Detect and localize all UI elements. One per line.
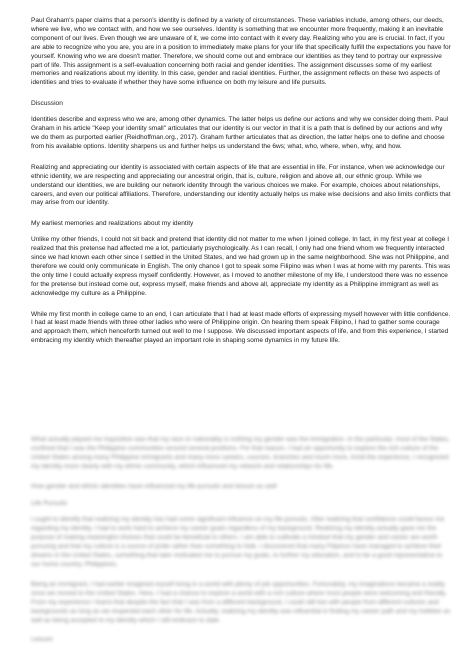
blurred-heading: Life Pursuits <box>31 499 68 507</box>
section-heading-memories: My earliest memories and realizations about my identity <box>31 220 194 228</box>
discussion-paragraph: Identities describe and express who we are, among other dynamics. The latter helps us define our actions and why we consider doing them. Paul Graham in his article "Keep your identity small" articulates that our identity is our vector in that it is a path that is defined by our actions and why we do them as purported earlier (Reidhoffman.org., 2017). Graham further articulates that as direction, the latter helps one to define and choose from his available options. Identity sharpens us and further helps us understand the 6ws; what, who, where, when, why, and how. <box>31 116 449 150</box>
memories-paragraph: While my first month in college came to an end, I can articulate that I had at least made efforts of expressing myself however with little confidence. I had at least made friends with three other ladies who were of Philippine origin. On hearing them speak Filipino, I had to gather some courage and approach them, which henceforth turned out well to me I suppose. We discussed important aspects of life, and from this experience, I started embracing my identity which thereafter played an important role in shaping some dynamics in my future life. <box>31 310 451 345</box>
discussion-paragraph: Realizing and appreciating our identity is associated with certain aspects of life that are essential in life. For instance, when we acknowledge our ethnic identity, we are respecting and appreciating our ancestral origin, that is, culture, religion and above all, our ethnic group. While we understand our identities, we are building our network identity through the various choices we make. For example, choices about relationships, careers, and even our political affiliations. Therefore, understanding our identity actually helps us make wise decisions and also limits conflicts that may arise from our identity. <box>31 163 451 207</box>
section-heading-discussion: Discussion <box>31 100 63 108</box>
blurred-heading: Leisure <box>31 636 53 644</box>
blurred-heading: How gender and ethnic identities have influenced my life pursuits and leisure as well <box>31 482 277 490</box>
blurred-paragraph: I ought to identify that realizing my identity has had some significant influence on my life pursuits. After realizing that confidence could favour me regarding my identity, I had to work hard to achieve my career goals regardless of my background. Realizing my identity actually gave me the purpose of making meaningful choices that could be beneficial to others. I am able to cultivate a mindset that my gender and career are worth pursuing and that my culture is a source of pride rather than something to hide. I discovered that many Filipinos have managed to achieve their dreams in the United States, something that later motivated me to pursue my goals, to further my education, and to be a good representative to our home country, Philippines. <box>31 516 445 568</box>
intro-paragraph: Paul Graham's paper claims that a person's identity is defined by a variety of circumstances. These variables include, among others, our deeds, where we live, who we contact with, and how we see ourselves. Identity is something that we encounter more frequently, making it an inevitable component of our lives. Even though we are unaware of it, we come into contact with it every day. Realizing who you are is crucial. In fact, if you are able to recognize who you are, you are in a position to immediately make plans for your life that specifically fulfill the expectations you have for yourself. Knowing who we are doesn't matter. Therefore, we should come out and embrace our identities as they tend to portray our expressive part of life. This assignment is a self-evaluation concerning both racial and gender identities. The assignment discusses some of my earliest memories and realizations about my identity. In this case, gender and racial identities. Further, the assignment reflects on these two aspects of identities and tries to evaluate if whether they have some influence on both my leisure and life pursuits. <box>31 17 451 87</box>
blurred-paragraph: What actually piqued me inquisitive was that my race or nationality is nothing my gender was the immigration. In the particular, most of the States, confined that I was the Philippine communities around several positions. For that reason, I had an opportunity to explore the rich culture of the United States among many Philippine immigrants and many more careers, courses, branches and much more. Amid the experience, I recognized my identity more clearly with my ethnic community, which influenced my network and relationships for life. <box>31 436 450 470</box>
blurred-preview-region <box>31 436 451 670</box>
document-page <box>31 17 451 358</box>
blurred-paragraph: Being an immigrant, I had earlier imagined myself living in a world with plenty of job opportunities. Fortunately, my imaginations became a reality once we moved to the United States. Here, I had a chance to explore a world with a rich culture where most people were welcoming and friendly. From my experience I learnt that despite the fact that I was from a different background, I could still live with people from different cultures and backgrounds as long as we respected each other for life. Actually, realizing my identity was influential in finding my career path and my hobbies as well as being accepted to my identity which I still embrace to date. <box>31 580 451 624</box>
memories-paragraph: Unlike my other friends, I could not sit back and pretend that identity did not matter to me when I joined college. In fact, in my first year at college I realized that this pretense had affected me a lot, particularly psychologically. As I can recall, I only had one friend whom we frequently interacted since we had known each other since I settled in the United States, and we had grown up in the same neighborhood. She was not Philippine, and therefore we could only communicate in English. The only chance I got to speak some Filipino was when I was at home with my parents. This was the only time I could actually express myself confidently. However, as I moved to another milestone of my life, I understood there was no essence for the pretense but instead come out, express myself, make friends and above all, appreciate my identity as a Philippine immigrant as well as acknowledge my culture as a Philippine. <box>31 236 451 297</box>
